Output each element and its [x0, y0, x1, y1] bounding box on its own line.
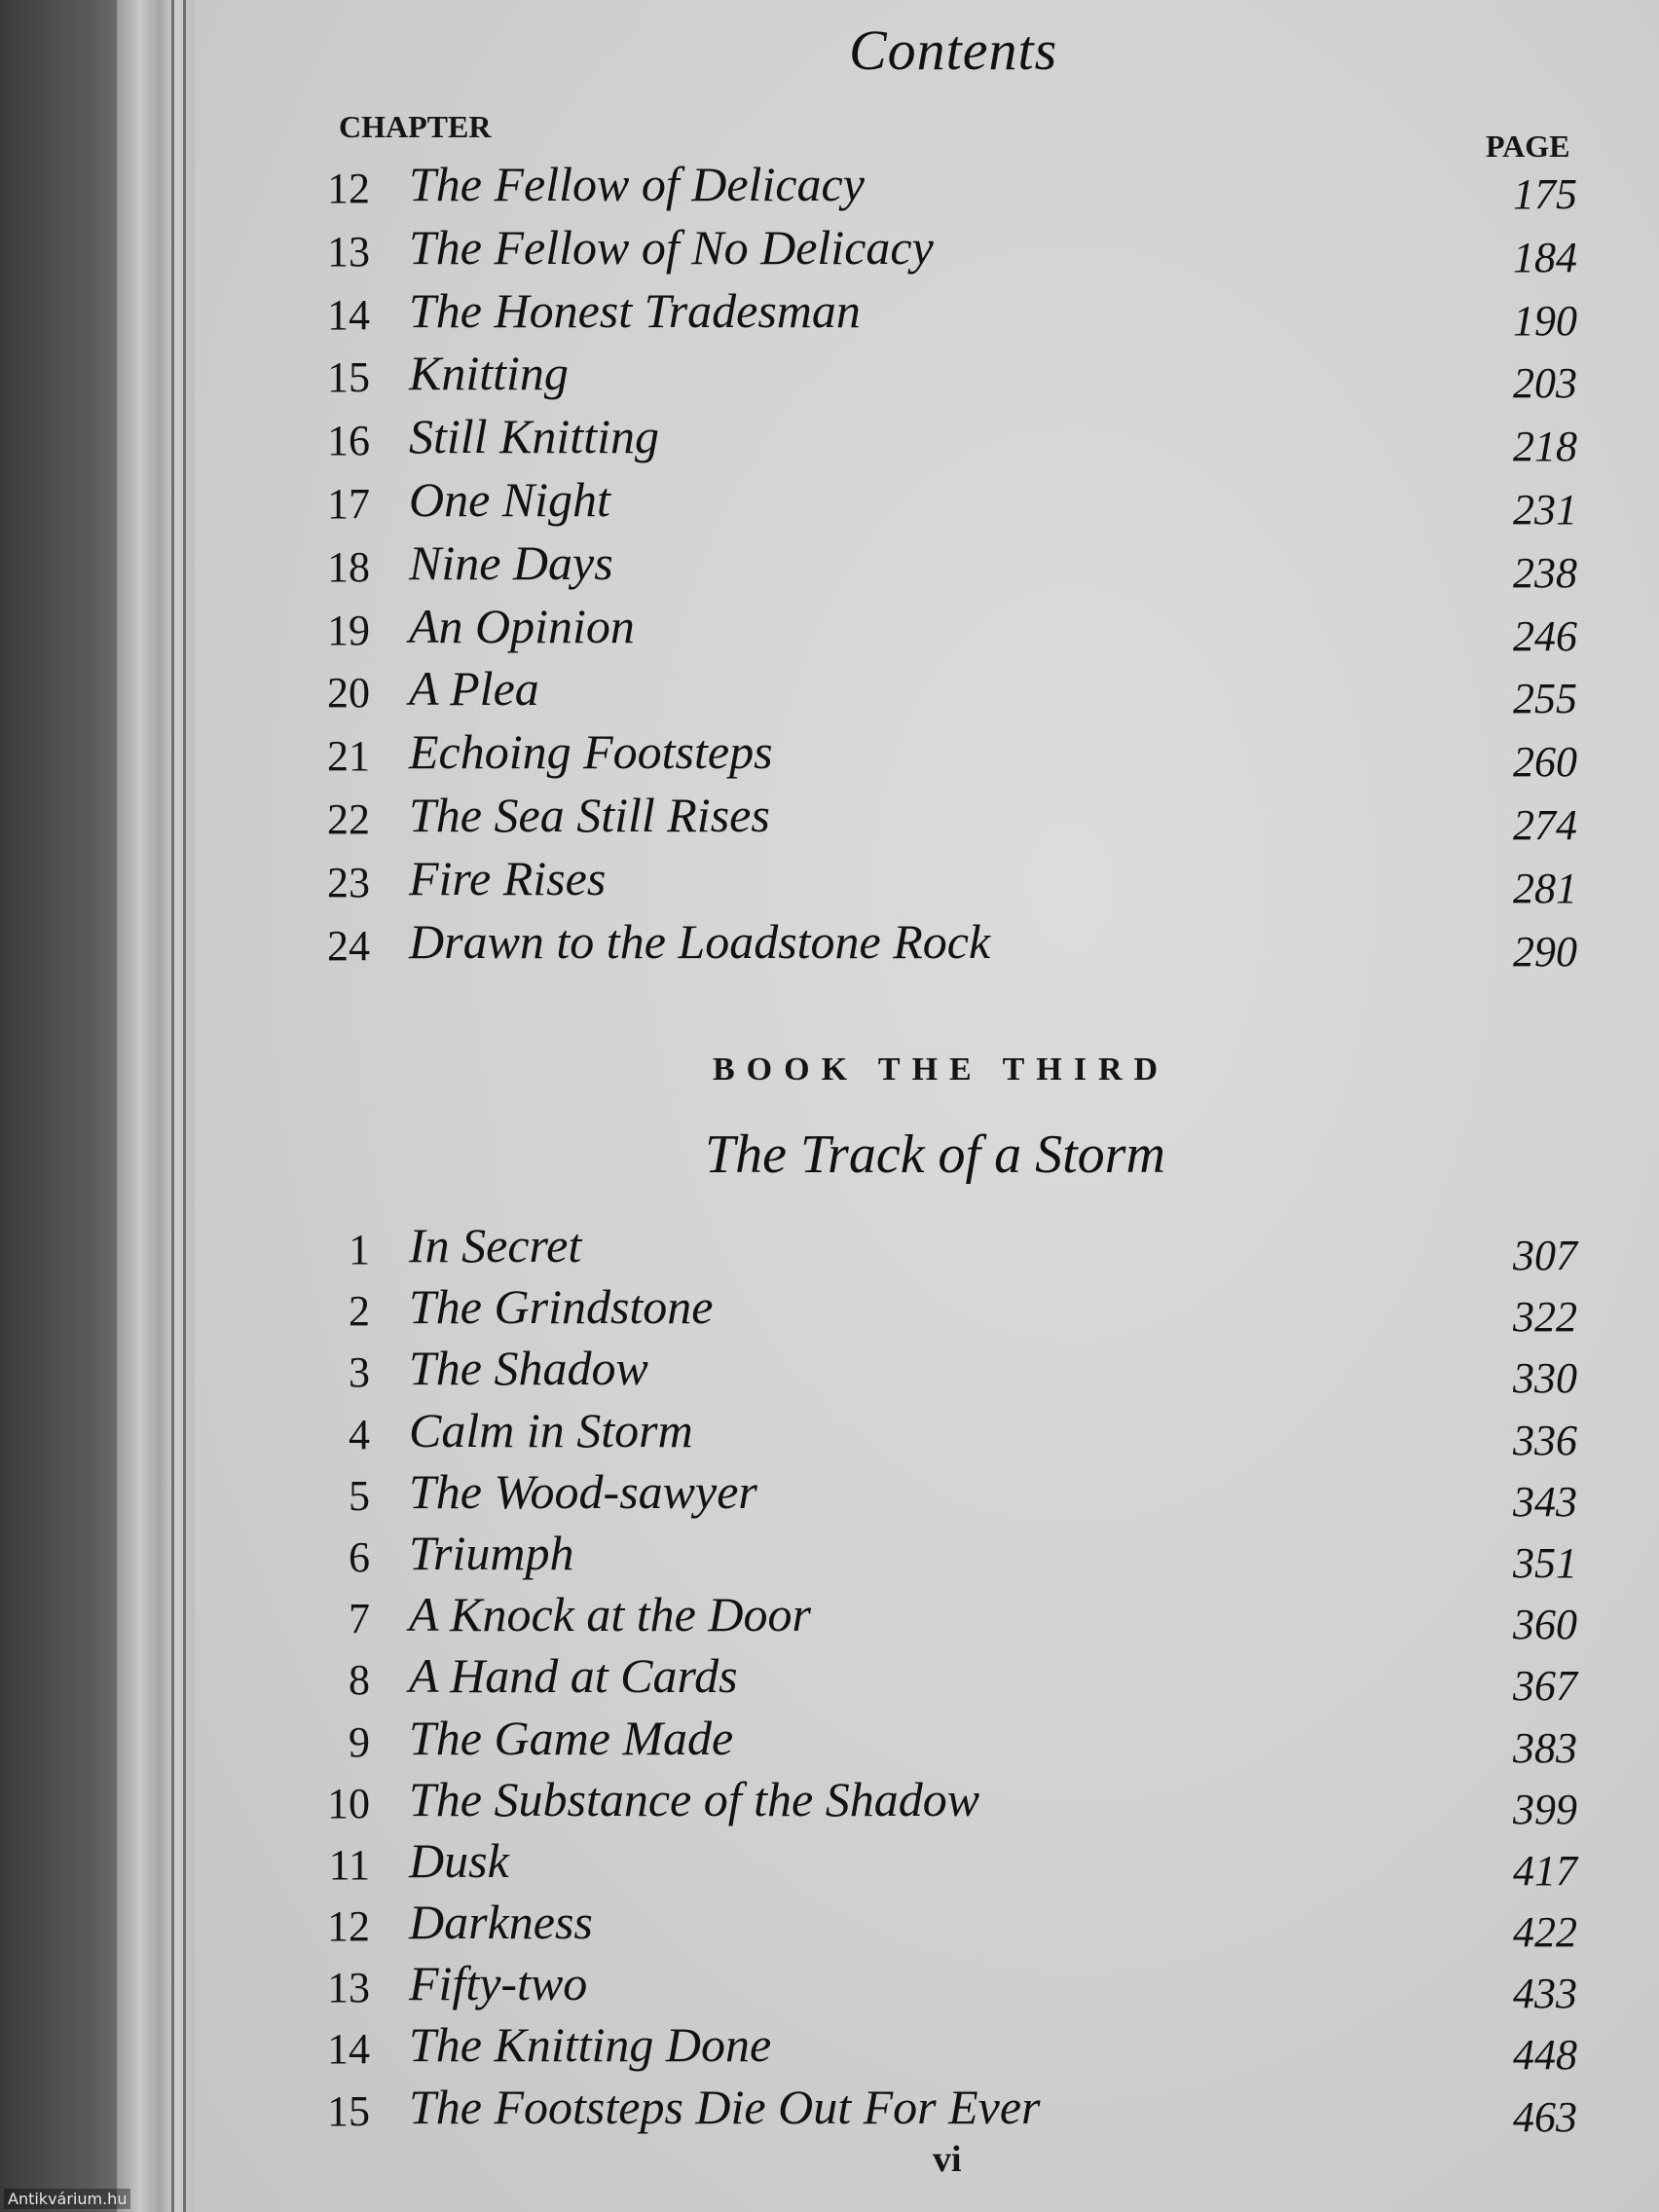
chapter-page-number: 367: [1513, 1662, 1577, 1711]
toc-entry: [331, 1402, 1577, 1463]
toc-entry: [327, 787, 1577, 850]
chapter-page-number: 260: [1513, 738, 1577, 787]
chapter-number: 12: [327, 1902, 370, 1951]
toc-entry: [327, 408, 1577, 471]
page-edge-line: [171, 0, 174, 2212]
chapter-page-number: 238: [1513, 548, 1577, 597]
chapter-number: 4: [349, 1410, 370, 1458]
chapter-title: Triumph: [409, 1525, 574, 1580]
chapter-page-number: 422: [1513, 1908, 1577, 1957]
chapter-page-number: 351: [1513, 1538, 1577, 1587]
chapter-number: 20: [327, 669, 370, 718]
chapter-page-number: 175: [1513, 170, 1577, 218]
toc-entry: [327, 913, 1577, 977]
toc-entry: [327, 1771, 1577, 1833]
chapter-title: Fifty-two: [409, 1956, 588, 2011]
chapter-number: 3: [349, 1348, 370, 1397]
page-column-header: PAGE: [1486, 129, 1570, 164]
chapter-number: 11: [328, 1840, 370, 1889]
toc-entry: [331, 1217, 1577, 1278]
chapter-page-number: 255: [1513, 675, 1577, 723]
toc-entry: [328, 1832, 1577, 1895]
chapter-number: 14: [327, 2025, 370, 2074]
chapter-page-number: 330: [1513, 1354, 1577, 1403]
chapter-title: The Footsteps Die Out For Ever: [409, 2079, 1041, 2134]
toc-entry: [331, 1278, 1577, 1340]
toc-entry: [327, 660, 1577, 723]
chapter-number: 6: [349, 1532, 370, 1581]
chapter-number: 24: [327, 921, 370, 970]
chapter-page-number: 184: [1513, 233, 1577, 281]
chapter-title: An Opinion: [409, 598, 635, 653]
chapter-title: A Knock at the Door: [409, 1587, 811, 1642]
toc-entry: [327, 282, 1577, 346]
toc-entry: [331, 1710, 1577, 1771]
chapter-number: 22: [327, 794, 370, 843]
chapter-page-number: 307: [1513, 1232, 1577, 1279]
toc-entry: [327, 2079, 1577, 2141]
chapter-title: The Substance of the Shadow: [409, 1771, 980, 1826]
chapter-page-number: 274: [1513, 800, 1577, 849]
chapter-number: 19: [327, 606, 370, 654]
chapter-number: 12: [327, 165, 370, 212]
chapter-title: The Knitting Done: [409, 2017, 772, 2073]
chapter-number: 8: [349, 1656, 370, 1705]
toc-entry: [331, 1340, 1577, 1401]
chapter-page-number: 290: [1513, 927, 1577, 976]
page-folio: vi: [933, 2139, 962, 2180]
chapter-number: 13: [327, 1964, 370, 2012]
chapter-number: 15: [327, 353, 370, 402]
book-spine-shadow: [0, 0, 117, 2212]
book-section-label: BOOK THE THIRD: [713, 1051, 1170, 1088]
chapter-title: The Grindstone: [409, 1279, 714, 1335]
chapter-page-number: 433: [1513, 1970, 1577, 2018]
toc-entry: [327, 535, 1577, 598]
chapter-page-number: 203: [1513, 359, 1577, 408]
chapter-title: The Game Made: [409, 1710, 734, 1765]
page-title: Contents: [849, 18, 1058, 82]
chapter-page-number: 218: [1513, 423, 1577, 471]
chapter-number: 9: [349, 1717, 370, 1766]
chapter-title: A Hand at Cards: [409, 1648, 738, 1704]
chapter-page-number: 463: [1513, 2092, 1577, 2141]
toc-entry: [327, 345, 1577, 408]
chapter-title: Calm in Storm: [409, 1402, 693, 1457]
chapter-page-number: 281: [1513, 864, 1577, 912]
toc-entry: [327, 1894, 1577, 1957]
chapter-title: Dusk: [409, 1832, 509, 1888]
chapter-number: 15: [327, 2086, 370, 2135]
chapter-title: Nine Days: [409, 535, 613, 590]
chapter-number: 18: [327, 542, 370, 591]
chapter-page-number: 343: [1513, 1477, 1577, 1526]
chapter-number: 17: [327, 479, 370, 528]
chapter-title: Fire Rises: [409, 850, 607, 905]
toc-entry: [327, 471, 1577, 535]
chapter-number: 16: [327, 417, 370, 465]
toc-entry: [331, 1586, 1577, 1647]
chapter-title: The Shadow: [409, 1341, 648, 1396]
toc-entry: [327, 850, 1577, 913]
chapter-column-header: CHAPTER: [339, 109, 492, 144]
book-three-contents-list: [327, 1217, 1577, 2141]
toc-entry: [327, 219, 1577, 282]
chapter-number: 14: [327, 290, 370, 339]
chapter-title: The Fellow of No Delicacy: [409, 219, 934, 275]
toc-entry: [331, 1525, 1577, 1586]
chapter-title: Still Knitting: [409, 409, 659, 464]
toc-entry: [327, 598, 1577, 661]
chapter-number: 10: [327, 1779, 370, 1827]
chapter-page-number: 246: [1513, 611, 1577, 660]
chapter-page-number: 417: [1513, 1846, 1577, 1895]
chapter-number: 21: [327, 732, 370, 781]
toc-entry: [327, 723, 1577, 787]
chapter-page-number: 190: [1513, 296, 1577, 345]
chapter-number: 23: [327, 858, 370, 906]
chapter-number: 2: [349, 1287, 370, 1336]
chapter-title: The Sea Still Rises: [409, 787, 770, 842]
chapter-page-number: 231: [1513, 485, 1577, 534]
chapter-page-number: 322: [1513, 1293, 1577, 1342]
page-edge-line: [183, 0, 186, 2212]
book-two-contents-list: [327, 156, 1577, 976]
chapter-number: 13: [327, 227, 370, 276]
toc-entry: [327, 156, 1577, 219]
chapter-title: Echoing Footsteps: [409, 724, 773, 780]
toc-entry: [327, 2016, 1577, 2080]
chapter-title: Knitting: [409, 346, 569, 401]
chapter-title: The Fellow of Delicacy: [409, 157, 865, 211]
chapter-page-number: 383: [1513, 1723, 1577, 1772]
chapter-title: The Honest Tradesman: [409, 282, 861, 338]
toc-entry: [331, 1463, 1577, 1525]
toc-entry: [327, 1955, 1577, 2018]
chapter-number: 1: [349, 1226, 370, 1273]
chapter-title: The Wood-sawyer: [409, 1463, 757, 1519]
watermark-text: Antikvárium.hu: [4, 2189, 130, 2209]
chapter-title: A Plea: [409, 661, 539, 717]
chapter-title: Drawn to the Loadstone Rock: [409, 913, 991, 969]
book-section-title: The Track of a Storm: [705, 1124, 1165, 1185]
chapter-title: In Secret: [409, 1218, 582, 1272]
chapter-page-number: 360: [1513, 1601, 1577, 1649]
chapter-title: Darkness: [409, 1895, 593, 1950]
chapter-number: 7: [349, 1595, 370, 1643]
toc-entry: [331, 1647, 1577, 1709]
chapter-page-number: 336: [1513, 1416, 1577, 1464]
chapter-page-number: 448: [1513, 2031, 1577, 2080]
chapter-title: One Night: [409, 471, 610, 527]
chapter-number: 5: [349, 1471, 370, 1520]
chapter-page-number: 399: [1513, 1785, 1577, 1833]
